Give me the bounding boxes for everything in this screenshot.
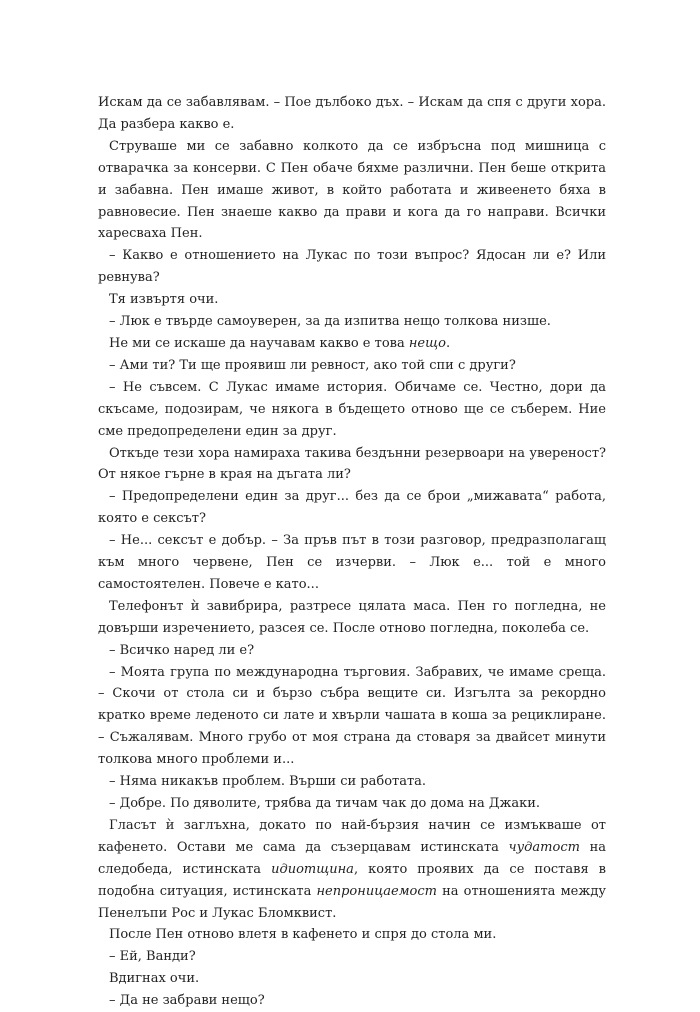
paragraph: Гласът ѝ заглъхна, докато по най-бързия начин се измъкваше от кафенето. Остави ме сама да съзерцавам истинската чудатост на следобеда, истинската идиотщина, която проявих да се поставя в подобна ситуация, истинската непроницаемост на отношенията между Пенелъпи Рос и Лукас Бломквист. [98,817,606,921]
paragraph: Искам да се забавлявам. – Пое дълбоко дъх. – Искам да спя с други хора. Да разбера какво е. [98,95,606,132]
paragraph: – Да не забрави нещо? [109,993,265,1009]
paragraph: – Какво е отношението на Лукас по този въпрос? Ядосан ли е? Или ревнува? [98,248,606,286]
italic-emphasis: непроницаемост [316,883,437,899]
paragraph: – Всичко наред ли е? [109,642,255,658]
paragraph: – Люк е твърде самоуверен, за да изпитва нещо толкова низше. [109,314,551,330]
paragraph: – Моята група по международна търговия. Забравих, че имаме среща. – Скочи от стола си и бързо събра вещите си. Изгълта за рекордно кратко време леденото си лате и хвърли чашата в коша за рециклиране. – Съжалявам. Много грубо от моя страна да стоваря за двайсет минути толкова много проблеми и... [98,664,606,768]
italic-emphasis: идиотщина [271,861,354,877]
book-page-text [98,92,606,1012]
paragraph: – Ей, Ванди? [109,949,196,965]
paragraph: – Няма никакъв проблем. Върши си работата. [109,774,427,790]
paragraph: – Не съвсем. С Лукас имаме история. Обичаме се. Честно, дори да скъсаме, подозирам, че някога в бъдещето отново ще се съберем. Ние сме предопределени един за друг. [98,379,606,439]
paragraph: – Ами ти? Ти ще проявиш ли ревност, ако той спи с други? [109,357,516,373]
paragraph: Откъде тези хора намираха такива бездънни резервоари на увереност? От някое гърне в края на дъгата ли? [98,445,606,483]
paragraph: Не ми се искаше да научавам какво е това нещо. [109,335,451,351]
paragraph: Струваше ми се забавно колкото да се избръсна под мишница с отварачка за консерви. С Пен обаче бяхме различни. Пен беше открита и забавна. Пен имаше живот, в който работата и живеенето бяха в равновесие. Пен знаеше какво да прави и кога да го направи. Всички харесваха Пен. [98,138,606,242]
paragraph: Вдигнах очи. [109,971,200,987]
paragraph: Телефонът ѝ завибрира, разтресе цялата маса. Пен го погледна, не довърши изречението, разсея се. После отново погледна, поколеба се. [98,598,606,636]
italic-emphasis: чудатост [508,839,580,855]
paragraph: – Добре. По дяволите, трябва да тичам чак до дома на Джаки. [109,796,541,811]
paragraph: Тя извъртя очи. [109,292,219,308]
paragraph: – Предопределени един за друг... без да се брои „мижавата“ работа, която е сексът? [98,489,606,527]
paragraph: – Не... сексът е добър. – За пръв път в този разговор, предразполагащ към много червене, Пен се изчерви. – Люк е... той е много самостоятелен. Повече е като... [98,533,606,592]
italic-emphasis: нещо [408,335,446,351]
paragraph: После Пен отново влетя в кафенето и спря до стола ми. [109,927,497,943]
